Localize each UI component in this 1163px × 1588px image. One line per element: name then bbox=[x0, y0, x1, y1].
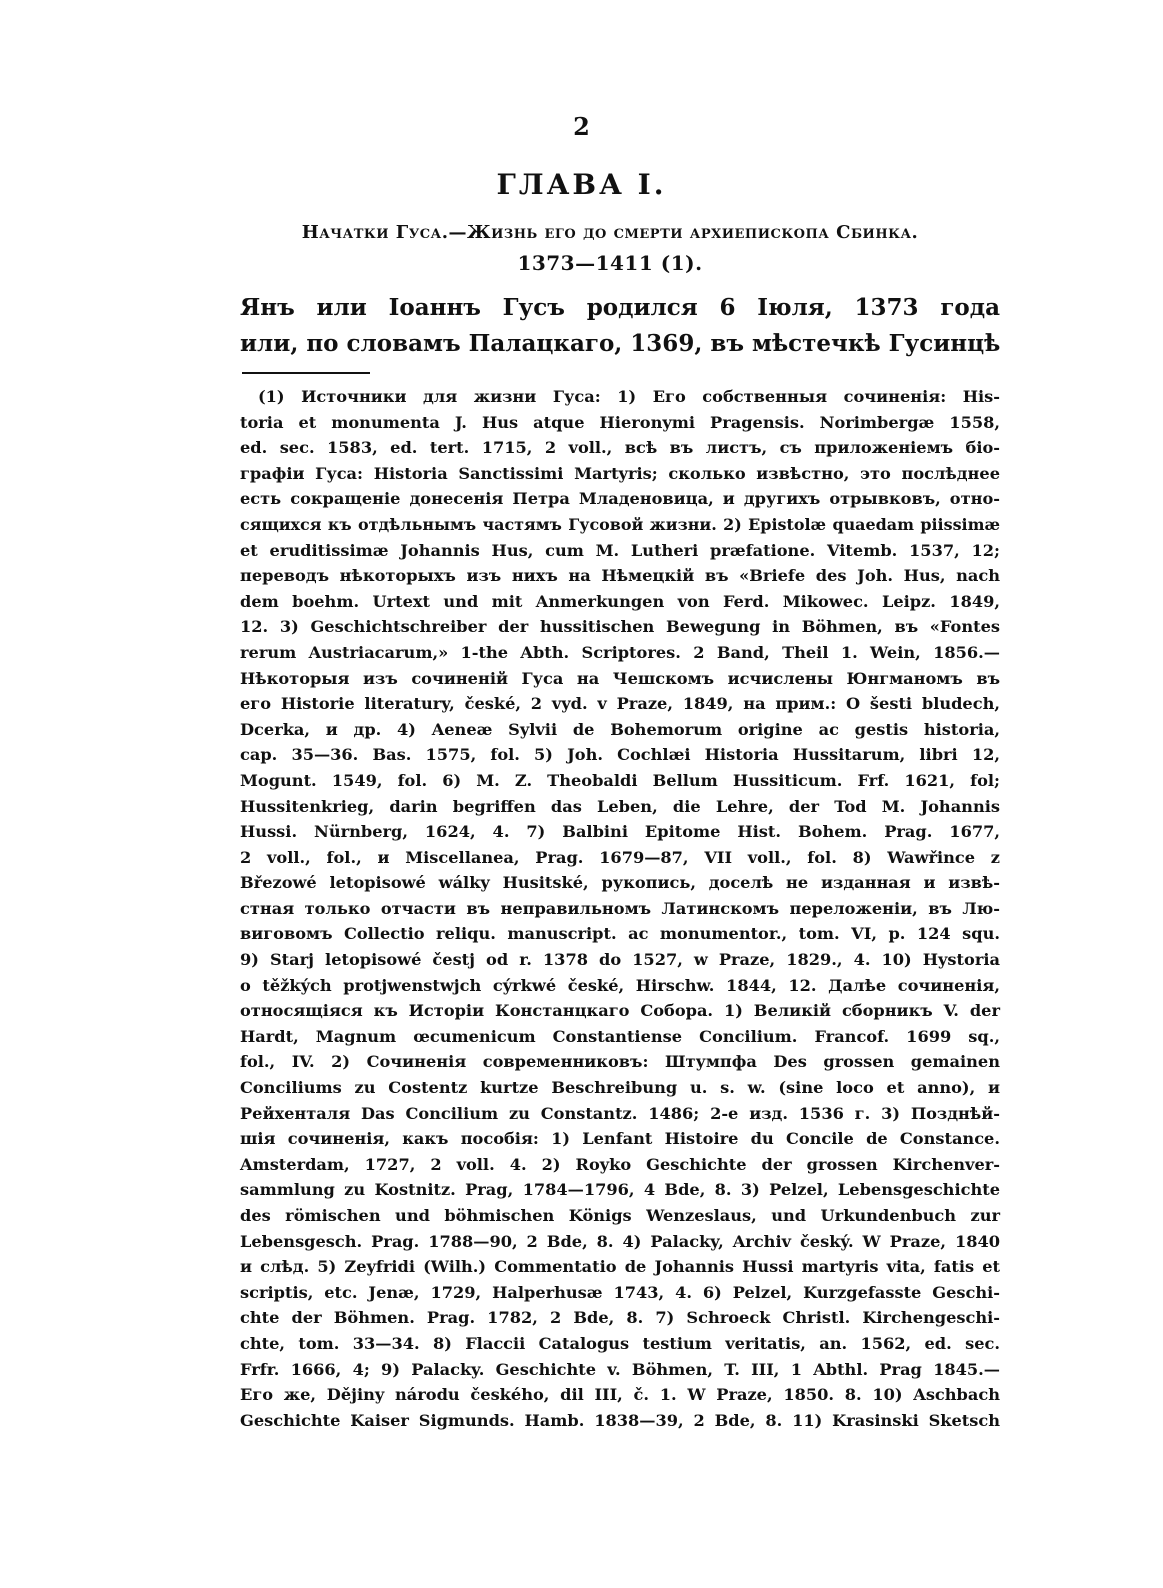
footnote-rule bbox=[242, 372, 370, 374]
footnote-line: стная только отчасти въ неправильномъ Латинскомъ переложеніи, въ Лю- bbox=[240, 898, 1000, 918]
footnote-line: 12. 3) Geschichtschreiber der hussitischen Bewegung in Böhmen, въ «Fontes bbox=[240, 617, 1000, 637]
footnote-line: 2 voll., fol., и Miscellanea, Prag. 1679—87, VII voll., fol. 8) Wawřince z bbox=[240, 847, 1000, 867]
footnote-line: Amsterdam, 1727, 2 voll. 4. 2) Royko Geschichte der grossen Kirchenver- bbox=[240, 1154, 1000, 1174]
footnote-line: Рейхенталя Das Concilium zu Constantz. 1486; 2-е изд. 1536 г. 3) Позднѣй- bbox=[240, 1103, 1000, 1123]
footnote-line: Hussitenkrieg, darin begriffen das Leben, die Lehre, der Tod M. Johannis bbox=[240, 796, 1000, 816]
footnote-line: rerum Austriacarum,» 1-the Abth. Scriptores. 2 Band, Theil 1. Wein, 1856.— bbox=[240, 642, 1000, 662]
footnote-line: Mogunt. 1549, fol. 6) M. Z. Theobaldi Bellum Hussiticum. Frf. 1621, fol; bbox=[240, 770, 1000, 790]
footnote-line: fol., IV. 2) Сочиненія современниковъ: Штумпфа Des grossen gemainen bbox=[240, 1052, 1000, 1072]
footnote-line: (1) Источники для жизни Гуса: 1) Его собственныя сочиненія: His- bbox=[258, 387, 1000, 406]
footnote-line: шія сочиненія, какъ пособія: 1) Lenfant Histoire du Concile de Constance. bbox=[240, 1129, 1000, 1149]
footnote-line: Březowé letopisowé wálky Husitské, рукопись, доселѣ не изданная и извѣ- bbox=[240, 873, 1000, 893]
footnote-line: o těžkých protjwenstwjch cýrkwé české, Hirschw. 1844, 12. Далѣе сочиненія, bbox=[240, 975, 1000, 995]
footnote-line: et eruditissimæ Johannis Hus, cum M. Lutheri præfatione. Vitemb. 1537, 12; bbox=[240, 540, 1000, 560]
footnote-line: cap. 35—36. Bas. 1575, fol. 5) Joh. Cochlæi Historia Hussitarum, libri 12, bbox=[240, 745, 1000, 765]
footnote-line: относящіяся къ Исторіи Констанцкаго Собора. 1) Великій сборникъ V. der bbox=[240, 1001, 1000, 1021]
footnote-line: scriptis, etc. Jenæ, 1729, Halperhusæ 1743, 4. 6) Pelzel, Kurzgefasste Geschi- bbox=[240, 1282, 1000, 1302]
footnote-line: его Historie literatury, české, 2 vyd. v Praze, 1849, на прим.: O šesti bludech, bbox=[240, 694, 1000, 714]
footnote-line: Его же, Dějiny národu českého, dil III, č. 1. W Praze, 1850. 8. 10) Aschbach bbox=[240, 1385, 1000, 1405]
body-line: или, по словамъ Палацкаго, 1369, въ мѣстечкѣ Гусинцѣ bbox=[240, 330, 1001, 357]
footnote-line: Нѣкоторыя изъ сочиненій Гуса на Чешскомъ исчислены Юнгманомъ въ bbox=[240, 668, 1000, 688]
footnote-line: Conciliums zu Costentz kurtze Beschreibung u. s. w. (sine loco et anno), и bbox=[240, 1078, 1000, 1098]
footnote-line: Dcerka, и др. 4) Aeneæ Sylvii de Bohemorum origine ac gestis historia, bbox=[240, 719, 1000, 739]
footnote-line: Frfr. 1666, 4; 9) Palacky. Geschichte v. Böhmen, T. III, 1 Abthl. Prag 1845.— bbox=[240, 1359, 1000, 1379]
footnote-line: Hussi. Nürnberg, 1624, 4. 7) Balbini Epitome Hist. Bohem. Prag. 1677, bbox=[240, 822, 1000, 842]
footnote-line: сящихся къ отдѣльнымъ частямъ Гусовой жизни. 2) Epistolæ quaedam piissimæ bbox=[240, 514, 1000, 534]
footnote-line: ed. sec. 1583, ed. tert. 1715, 2 voll., всѣ въ листъ, съ приложеніемъ біо- bbox=[240, 438, 1000, 458]
page-number: 2 bbox=[573, 112, 590, 141]
chapter-title: ГЛАВА I. bbox=[496, 168, 667, 201]
footnote-line: и слѣд. 5) Zeyfridi (Wilh.) Commentatio de Johannis Hussi martyris vita, fatis et bbox=[240, 1257, 1000, 1277]
footnote-line: chte, tom. 33—34. 8) Flaccii Catalogus testium veritatis, an. 1562, ed. sec. bbox=[240, 1333, 1000, 1353]
footnote-line: 9) Starj letopisowé čestj od r. 1378 do 1527, w Praze, 1829., 4. 10) Hystoria bbox=[240, 950, 1000, 970]
body-line: Янъ или Іоаннъ Гусъ родился 6 Іюля, 1373 года bbox=[240, 294, 1000, 321]
footnote bbox=[240, 384, 1000, 1433]
footnote-line: des römischen und böhmischen Königs Wenzeslaus, und Urkundenbuch zur bbox=[240, 1206, 1000, 1225]
footnote-line: виговомъ Collectio reliqu. manuscript. ac monumentor., tom. VI, p. 124 squ. bbox=[240, 924, 1000, 944]
footnote-line: переводъ нѣкоторыхъ изъ нихъ на Нѣмецкій въ «Briefe des Joh. Hus, nach bbox=[240, 566, 1000, 586]
footnote-line: chte der Böhmen. Prag. 1782, 2 Bde, 8. 7) Schroeck Christl. Kirchengeschi- bbox=[240, 1308, 1000, 1328]
footnote-line: dem boehm. Urtext und mit Anmerkungen von Ferd. Mikowec. Leipz. 1849, bbox=[240, 591, 1000, 611]
footnote-line: графіи Гуса: Historia Sanctissimi Martyris; сколько извѣстно, это послѣднее bbox=[240, 463, 1000, 483]
footnote-line: есть сокращеніе донесенія Петра Младеновица, и другихъ отрывковъ, отно- bbox=[240, 489, 1000, 509]
footnote-line: Hardt, Magnum œcumenicum Constantiense Concilium. Francof. 1699 sq., bbox=[240, 1026, 1000, 1046]
chapter-subtitle bbox=[230, 218, 990, 278]
footnote-line: Geschichte Kaiser Sigmunds. Hamb. 1838—39, 2 Bde, 8. 11) Krasinski Sketsch bbox=[240, 1410, 1000, 1430]
subtitle-line: Начатки Гуса.—Жизнь его до смерти архиепископа Сбинка. bbox=[301, 222, 919, 243]
footnote-line: sammlung zu Kostnitz. Prag, 1784—1796, 4 Bde, 8. 3) Pelzel, Lebensgeschichte bbox=[240, 1180, 1000, 1200]
footnote-line: Lebensgesch. Prag. 1788—90, 2 Bde, 8. 4) Palacky, Archiv český. W Praze, 1840 bbox=[240, 1231, 1000, 1251]
footnote-line: toria et monumenta J. Hus atque Hieronymi Pragensis. Norimbergæ 1558, bbox=[240, 412, 1000, 432]
body-paragraph bbox=[240, 290, 1000, 362]
subtitle-date-range: 1373—1411 (1). bbox=[517, 251, 703, 275]
